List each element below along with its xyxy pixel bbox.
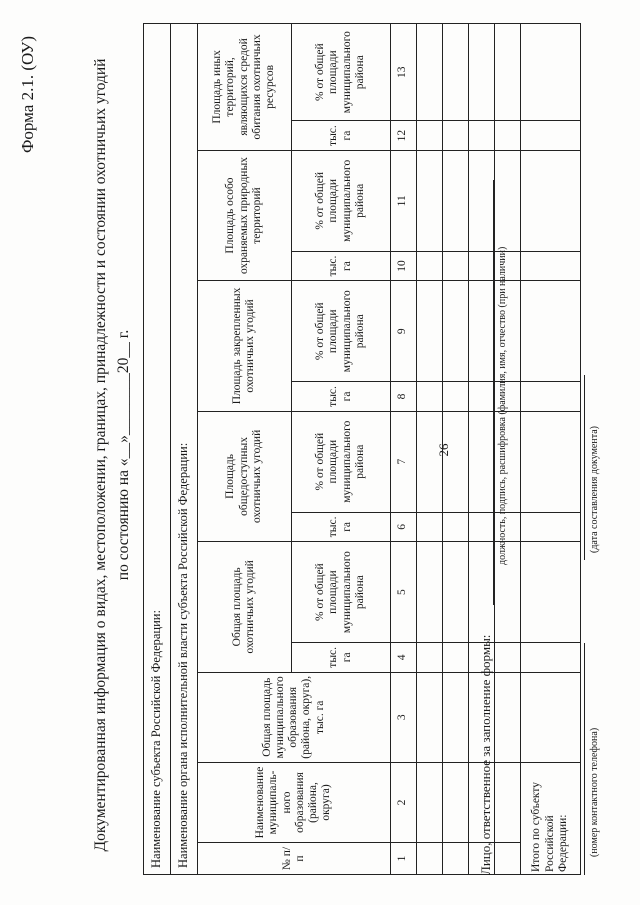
header-percent: % от общей площади муниципального района [291,411,390,512]
date-line [584,375,585,560]
main-grid [198,24,580,874]
date-caption: (дата составления документа) [589,426,600,553]
header-group-other: Площадь иных территорий, являющихся средой обитания охотничьих ресурсов [198,24,291,150]
column-number: 5 [390,542,416,643]
total-label: Итого по субъекту Российской Федерации: [520,763,580,874]
header-group-public: Площадь общедоступных охотничьих угодий [198,411,291,541]
column-number: 10 [390,251,416,280]
column-number: 4 [390,643,416,672]
subject-row [144,24,171,874]
header-unit: тыс. га [291,643,390,672]
column-number-row [390,24,416,874]
column-number: 9 [390,281,416,382]
header-group-hunting-total: Общая площадь охотничьих угодий [198,542,291,672]
subject-label: Наименование субъекта Российской Федерации: [149,610,163,868]
authority-label: Наименование органа исполнительной власти субъекта Российской Федерации: [176,442,190,868]
column-number: 7 [390,411,416,512]
signature-line [493,180,494,605]
header-unit: тыс. га [291,251,390,280]
header-group-protected: Площадь особо охраняемых природных территорий [198,150,291,280]
column-number: 2 [390,763,416,843]
document-date-line: по состоянию на «__»________20__ г. [115,329,132,581]
column-number: 6 [390,512,416,541]
column-number: 1 [390,842,416,874]
responsible-label: Лицо, ответственное за заполнение формы: [478,634,493,875]
data-table [143,23,581,875]
column-number: 8 [390,382,416,411]
document-title: Документированная информация о видах, местоположении, границах, принадлежности и состоянии охотничьих угодий [92,58,109,852]
header-number: № п/п [198,842,390,874]
column-number: 3 [390,672,416,762]
table-row [416,24,442,874]
header-percent: % от общей площади муниципального района [291,150,390,251]
header-unit: тыс. га [291,512,390,541]
form-label: Форма 2.1. (ОУ) [18,36,37,154]
header-group-assigned: Площадь закрепленных охотничьих угодий [198,281,291,411]
signature-caption: должность, подпись, расшифровка (фамилия, имя, отчество (при наличии) [497,246,508,565]
header-municipality: Наименование муниципаль- ного образования (района, округа) [198,763,390,843]
column-number: 13 [390,24,416,121]
phone-caption: (номер контактного телефона) [589,727,600,857]
phone-line [584,643,585,875]
total-row [520,24,580,874]
page-number: 26 [436,443,451,457]
header-unit: тыс. га [291,382,390,411]
header-total-area: Общая площадь муниципального образования (района, округа), тыс. га [198,672,390,762]
header-percent: % от общей площади муниципального района [291,24,390,121]
grid-row [198,24,580,874]
header-percent: % от общей площади муниципального района [291,281,390,382]
authority-row [171,24,198,874]
column-number: 12 [390,121,416,150]
column-number: 11 [390,150,416,251]
table-row [442,24,468,874]
header-percent: % от общей площади муниципального района [291,542,390,643]
header-unit: тыс. га [291,121,390,150]
